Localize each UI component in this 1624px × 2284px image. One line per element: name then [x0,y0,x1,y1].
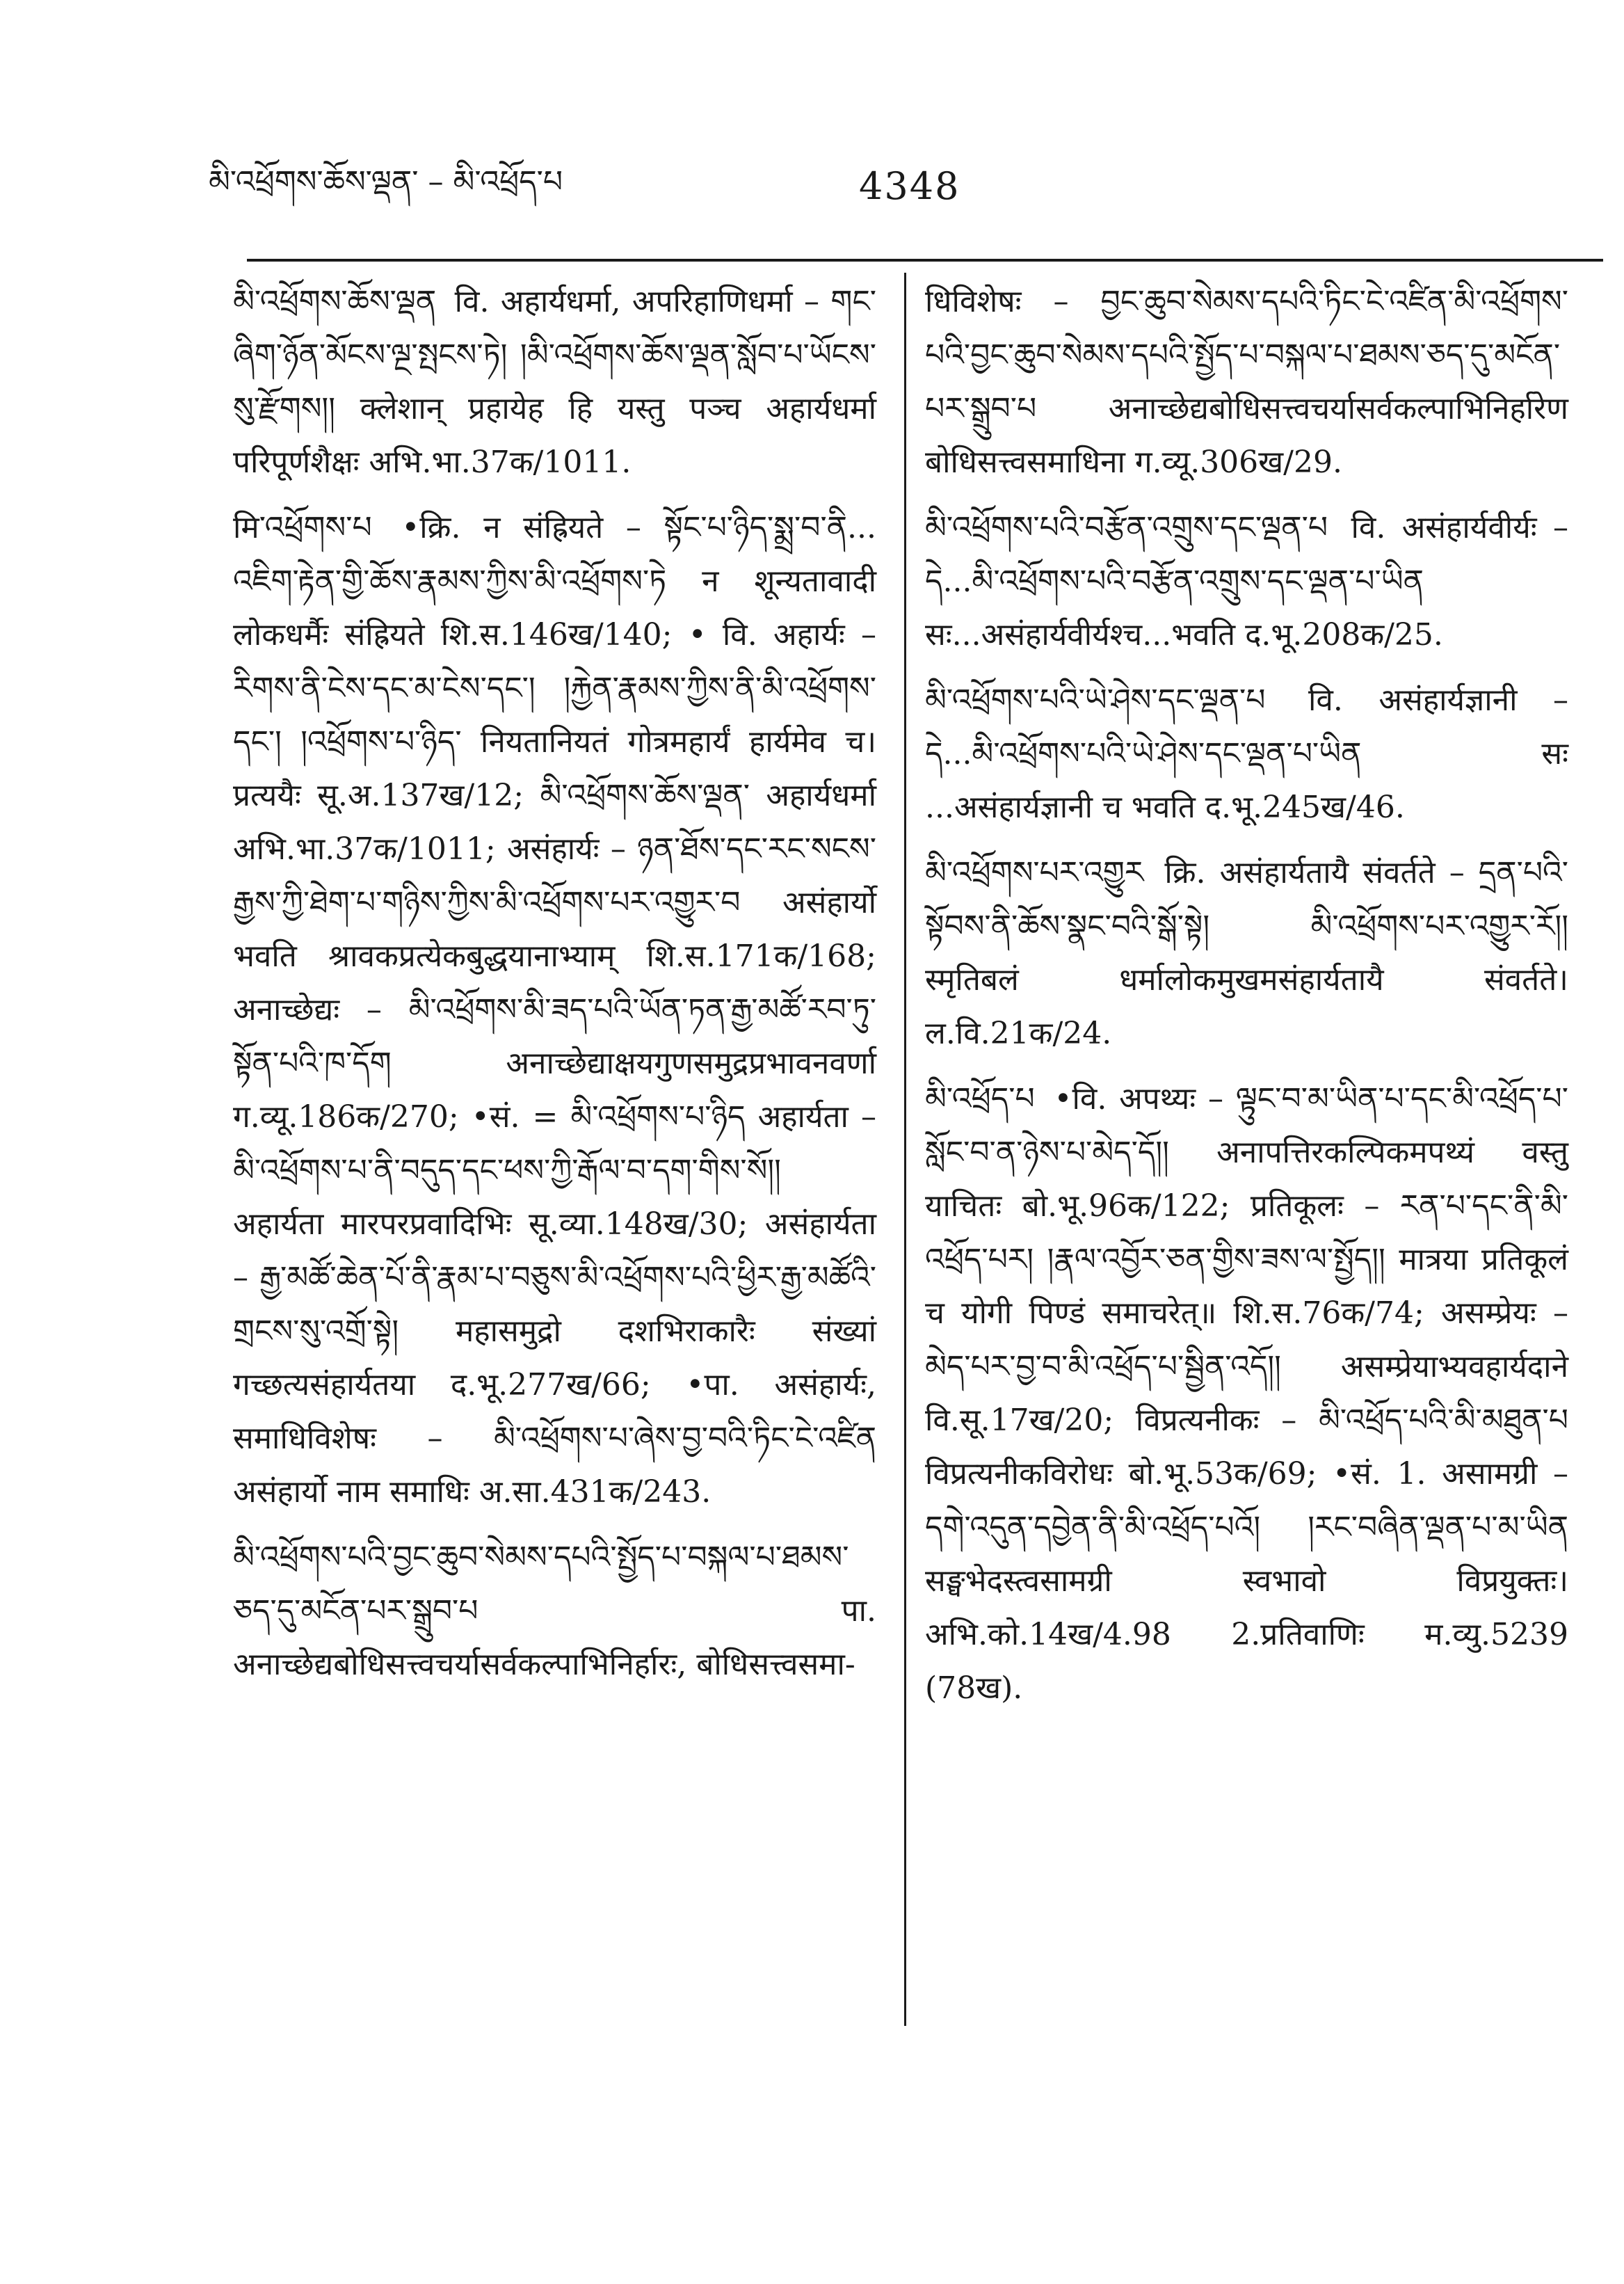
entry-headword: མི་འཕྲོགས་པར་འགྱུར [925,855,1144,891]
entry-body: पा. अनाच्छेद्यबोधिसत्त्वचर्यासर्वकल्पाभिनिर्हारः, बोधिसत्त्वसमा- [233,1593,876,1682]
dictionary-entry [925,673,1568,834]
entry-body: •वि. अपथ्यः – ལྟུང་བ་མ་ཡིན་པ་དང་མི་འཕྲོད་པ་སློང་བ་ན་ཉེས་པ་མེད་དོ།། अनापत्तिरकल्पिकमपथ्यं वस्तु याचितः बो.भू.96क/122; प्रतिकूलः – རན་པ་དང་ནི་མི་འཕྲོད་པར། །རྣལ་འབྱོར་ཅན་གྱིས་ཟས་ལ་སྤྱོད།། मात्रया प्रतिकूलं च योगी पिण्डं समाचरेत्॥ शि.स.76क/74; असम्प्रेयः – མེད་པར་བྱ་བ་མི་འཕྲོད་པ་སྦྱིན་འདོ།། असम्प्रेयाभ्यवहार्यदाने वि.सू.17ख/20; विप्रत्यनीकः – མི་འཕྲོད་པའི་མི་མཐུན་པ विप्रत्यनीकविरोधः बो.भू.53क/69; •सं. 1. असामग्री – དགེ་འདུན་དབྱེན་ནི་མི་འཕྲོད་པའོ། །རང་བཞིན་ལྡན་པ་མ་ཡིན सङ्घभेदस्त्वसामग्री स्वभावो विप्रयुक्तः। अभि.को.14ख/4.98 2.प्रतिवाणिः म.व्यु.5239 (78ख). [925,1081,1568,1706]
entry-headword: མི་འཕྲོགས་པའི་ཡེ་ཤེས་དང་ལྡན་པ [925,682,1266,718]
entry-body: वि. असंहार्यवीर्यः – དེ...མི་འཕྲོགས་པའི་བརྩོན་འགྲུས་དང་ལྡན་པ་ཡིན सः...असंहार्यवीर्यश्च...भवति द.भू.208क/25. [925,510,1568,653]
entry-body: धिविशेषः – བྱང་ཆུབ་སེམས་དཔའི་ཏིང་ངེ་འཛིན་མི་འཕྲོགས་པའི་བྱང་ཆུབ་སེམས་དཔའི་སྤྱོད་པ་བསྐལ་པ་ཐམས་ཅད་དུ་མངོན་པར་སྒྲུབ་པ अनाच्छेद्यबोधिसत्त्वचर्यासर्वकल्पाभिनिर्हारेण बोधिसत्त्वसमाधिना ग.व्यू.306ख/29. [925,284,1568,480]
dictionary-entry [925,501,1568,662]
dictionary-entry [925,1072,1568,1715]
running-head: མི་འཕྲོགས་ཆོས་ལྡན་ – མི་འཕྲོད་པ [209,164,563,200]
header-rule [247,259,1603,262]
page-number: 4348 [859,164,960,208]
entry-body: वि. अहार्यधर्मा, अपरिहाणिधर्मा – གང་ཞིག་ཉོན་མོངས་ལྔ་སྤངས་ཏེ། །མི་འཕྲོགས་ཆོས་ལྡན་སློབ་པ་ཡོངས་སུ་རྫོགས།། क्लेशान् प्रहायेह हि यस्तु पञ्च अहार्यधर्मा परिपूर्णशैक्षः अभि.भा.37क/1011. [233,284,876,480]
dictionary-entry [233,501,876,1519]
dictionary-entry-continued [925,275,1568,489]
dictionary-entry [233,1531,876,1691]
column-divider [904,273,906,2026]
entry-body: क्रि. असंहार्यतायै संवर्तते – དྲན་པའི་སྟོབས་ནི་ཆོས་སྣང་བའི་སྒོ་སྟེ། མི་འཕྲོགས་པར་འགྱུར་རོ།། स्मृतिबलं धर्मालोकमुखमसंहार्यतायै संवर्तते। ल.वि.21क/24. [925,855,1568,1051]
entry-headword: मि་འཕྲོགས་པ [233,510,372,545]
entry-body: वि. असंहार्यज्ञानी – དེ...མི་འཕྲོགས་པའི་ཡེ་ཤེས་དང་ལྡན་པ་ཡིན सः ...असंहार्यज्ञानी च भवति द.भू.245ख/46. [925,682,1568,825]
dictionary-entry [233,275,876,489]
left-column [233,275,876,1703]
entry-body: •क्रि. न संह्रियते – སྟོང་པ་ཉིད་སྨྲ་བ་ནི... འཇིག་རྟེན་གྱི་ཆོས་རྣམས་ཀྱིས་མི་འཕྲོགས་ཏེ न शून्यतावादी लोकधर्मैः संह्रियते शि.स.146ख/140; • वि. अहार्यः – རིགས་ནི་ངེས་དང་མ་ངེས་དང་། །རྐྱེན་རྣམས་ཀྱིས་ནི་མི་འཕྲོགས་དང་། །འཕྲོགས་པ་ཉིད་ नियतानियतं गोत्रमहार्यं हार्यमेव च। प्रत्ययैः सू.अ.137ख/12; མི་འཕྲོགས་ཆོས་ལྡན་ अहार्यधर्मा अभि.भा.37क/1011; असंहार्यः – ཉན་ཐོས་དང་རང་སངས་རྒྱས་ཀྱི་ཐེག་པ་གཉིས་ཀྱིས་མི་འཕྲོགས་པར་འགྱུར་བ असंहार्यो भवति श्रावकप्रत्येकबुद्धयानाभ्याम् शि.स.171क/168; अनाच्छेद्यः – མི་འཕྲོགས་མི་ཟད་པའི་ཡོན་ཏན་རྒྱ་མཚོ་རབ་ཏུ་སྟོན་པའི་ཁ་དོག अनाच्छेद्याक्षयगुणसमुद्रप्रभावनवर्णा ग.व्यू.186क/270; •सं. = མི་འཕྲོགས་པ་ཉིད अहार्यता – མི་འཕྲོགས་པ་ནི་བདུད་དང་ཕས་ཀྱི་རྒོལ་བ་དག་གིས་སོ།། अहार्यता मारपरप्रवादिभिः सू.व्या.148ख/30; असंहार्यता – རྒྱ་མཚོ་ཆེན་པོ་ནི་རྣམ་པ་བཅུས་མི་འཕྲོགས་པའི་ཕྱིར་རྒྱ་མཚོའི་གྲངས་སུ་འགྲོ་སྟེ། महासमुद्रो दशभिराकारैः संख्यां गच्छत्यसंहार्यतया द.भू.277ख/66; •पा. असंहार्यः, समाधिविशेषः – མི་འཕྲོགས་པ་ཞེས་བྱ་བའི་ཏིང་ངེ་འཛིན असंहार्यो नाम समाधिः अ.सा.431क/243. [233,510,876,1510]
entry-headword: མི་འཕྲོགས་པའི་བྱང་ཆུབ་སེམས་དཔའི་སྤྱོད་པ་བསྐལ་པ་ཐམས་ཅད་དུ་མངོན་པར་སྒྲུབ་པ [233,1540,849,1629]
entry-headword: མི་འཕྲོགས་པའི་བརྩོན་འགྲུས་དང་ལྡན་པ [925,510,1328,545]
dictionary-entry [925,846,1568,1060]
entry-headword: མི་འཕྲོད་པ [925,1081,1035,1117]
entry-headword: མི་འཕྲོགས་ཆོས་ལྡན [233,284,437,319]
right-column [925,275,1568,1727]
